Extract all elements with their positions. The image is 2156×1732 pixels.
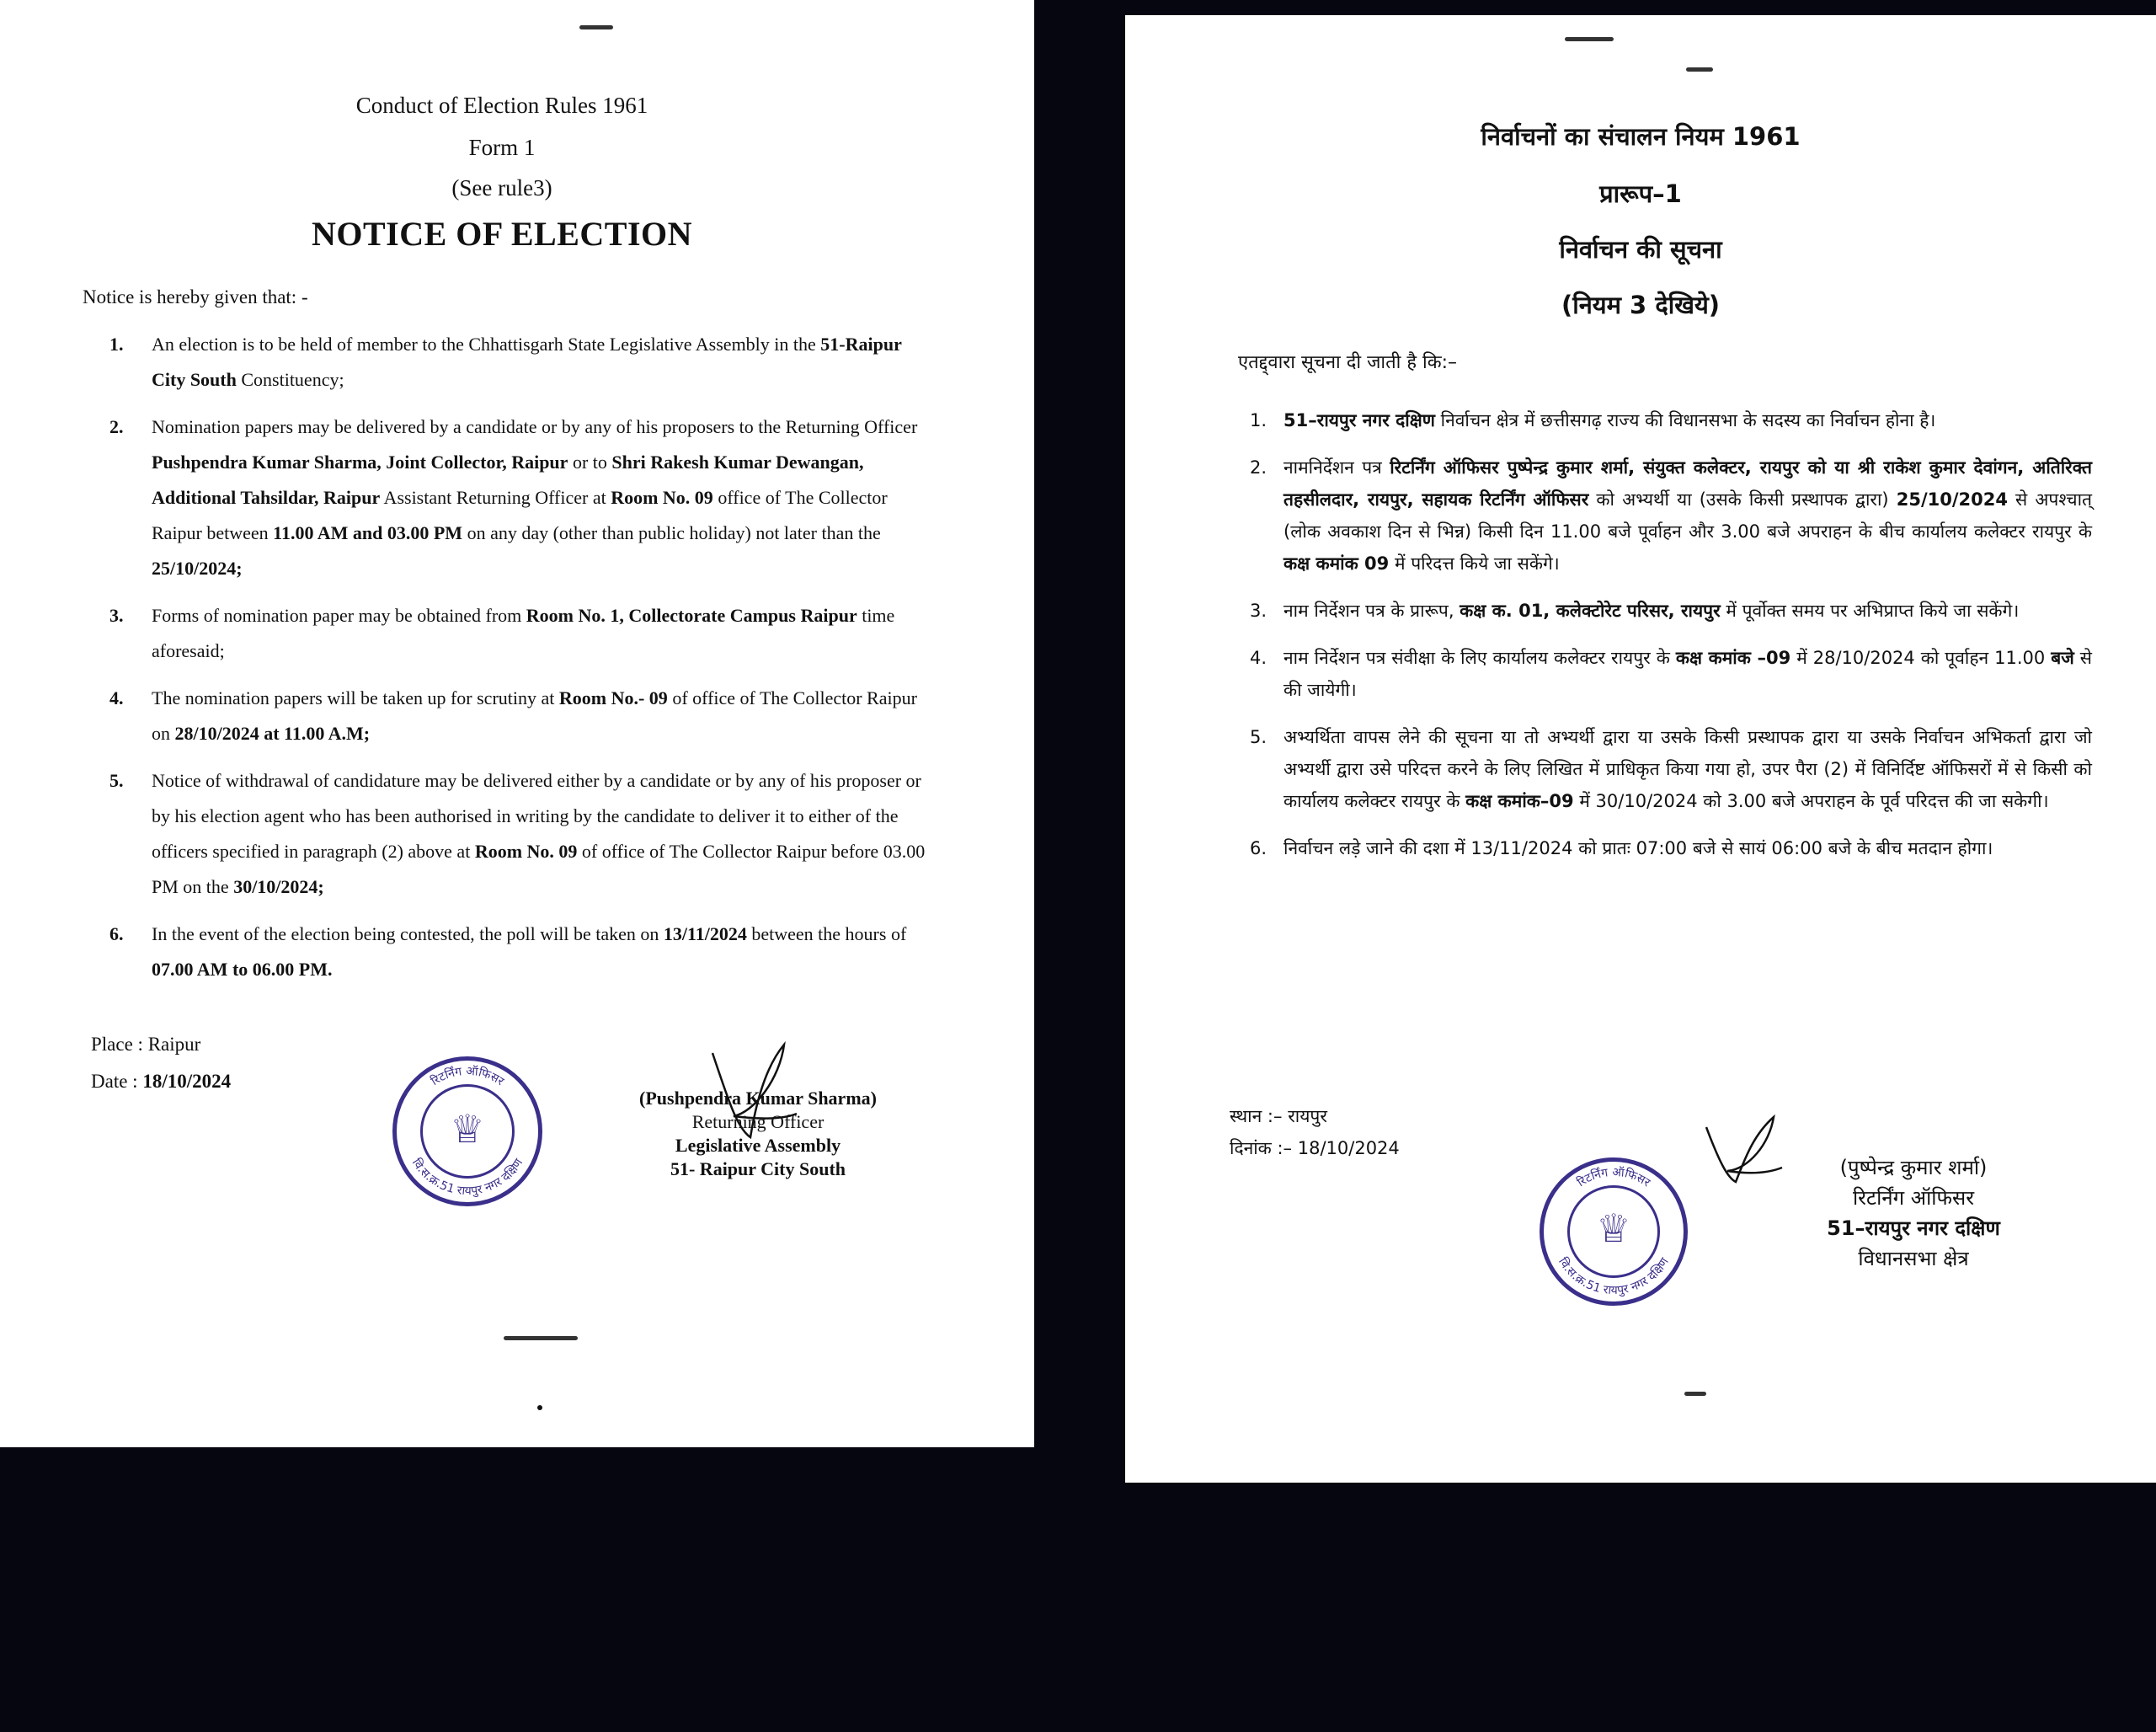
item-number: 2.	[1250, 457, 1267, 478]
notice-items-list	[1250, 404, 2092, 879]
official-seal	[392, 1056, 542, 1206]
signatory-designation: रिटर्निंग ऑफिसर	[1852, 1186, 1975, 1210]
item-number: 6.	[1250, 838, 1267, 858]
notice-item	[109, 763, 931, 905]
item-emphasis: Room No. 09	[611, 487, 713, 508]
official-seal	[1540, 1157, 1688, 1306]
notice-item	[1250, 452, 2092, 580]
item-text: Notice of withdrawal of candidature may be delivered either by a candidate or by any of his proposer or by his election agent who has been authorised in writing by the candidate to deliver it to either of the officers specified in paragraph (2) above at	[152, 770, 921, 862]
signatory-name: (पुष्पेन्द्र कुमार शर्मा)	[1839, 1156, 1988, 1179]
item-text: of office of The Collector Raipur on	[152, 687, 917, 744]
item-text: An election is to be held of member to the Chhattisgarh State Legislative Assembly in the	[152, 334, 821, 355]
notice-items-list	[109, 327, 931, 999]
item-number: 1.	[109, 334, 124, 355]
item-text: से अपश्चात् (लोक अवकाश दिन से भिन्न) किसी दिन 11.00 बजे पूर्वाहन और 3.00 बजे अपराहन के बीच कार्यालय कलेक्टर रायपुर के	[1283, 489, 2092, 542]
item-text: नाम निर्देशन पत्र संवीक्षा के लिए कार्यालय कलेक्टर रायपुर के	[1283, 648, 1676, 668]
seal-text: वि.स.क्र.51 रायपुर नगर दक्षिण	[1556, 1255, 1672, 1298]
staple-icon	[1684, 1392, 1706, 1396]
place-text: स्थान :– रायपुर	[1230, 1106, 1327, 1126]
item-text: में परिदत्त किये जा सकेंगे।	[1389, 553, 1560, 574]
signatory-assembly: विधानसभा क्षेत्र	[1858, 1247, 1969, 1270]
item-text: में पूर्वोक्त समय पर अभिप्राप्त किये जा सकेंगे।	[1720, 601, 2020, 621]
seal-text: रिटर्निंग ऑफिसर	[1575, 1165, 1653, 1190]
staple-icon	[504, 1336, 578, 1340]
item-text: In the event of the election being contested, the poll will be taken on	[152, 923, 664, 944]
signatory-name: (Pushpendra Kumar Sharma)	[639, 1088, 877, 1109]
rules-heading: निर्वाचनों का संचालन नियम 1961	[1481, 122, 1801, 151]
page-title: NOTICE OF ELECTION	[311, 215, 693, 253]
item-emphasis: 13/11/2024	[663, 923, 747, 944]
notice-item	[109, 598, 931, 669]
intro-text: Notice is hereby given that: -	[83, 286, 308, 307]
item-emphasis: 07.00 AM to 06.00 PM.	[152, 959, 333, 980]
item-emphasis: 51-Raipur City South	[152, 334, 902, 390]
item-number: 2.	[109, 416, 124, 437]
form-heading: प्रारूप–1	[1599, 179, 1682, 208]
item-emphasis: 11.00 AM and 03.00 PM	[273, 522, 463, 543]
see-rule-heading: (See rule3)	[451, 175, 552, 200]
item-number: 1.	[1250, 410, 1267, 430]
item-number: 5.	[1250, 727, 1267, 747]
notice-item	[1250, 721, 2092, 817]
intro-text: एतद्द्वारा सूचना दी जाती है कि:–	[1238, 352, 1458, 373]
notice-item	[109, 917, 931, 987]
date-text: दिनांक :– 18/10/2024	[1230, 1138, 1400, 1158]
see-rule-heading: (नियम 3 देखिये)	[1561, 291, 1721, 319]
notice-item	[109, 409, 931, 586]
item-text: निर्वाचन क्षेत्र में छत्तीसगढ़ राज्य की विधानसभा के सदस्य का निर्वाचन होना है।	[1434, 410, 1936, 430]
item-emphasis: कक्ष क. 01, कलेक्टोरेट परिसर, रायपुर	[1460, 601, 1721, 621]
item-text: The nomination papers will be taken up for scrutiny at	[152, 687, 559, 708]
item-text: नामनिर्देशन पत्र	[1283, 457, 1390, 478]
item-text: Assistant Returning Officer at	[380, 487, 611, 508]
item-text: office of The Collector Raipur between	[152, 487, 888, 543]
item-text: अभ्यर्थिता वापस लेने की सूचना या तो अभ्यर्थी द्वारा या उसके किसी प्रस्थापक द्वारा या उसके निर्वाचन अभिकर्ता द्वारा जो अभ्यर्थी द्वारा उसे परिदत्त करने के लिए लिखित में प्राधिकृत किया गया हो, उपर पैरा (2) में विनिर्दिष्ट ऑफिसरों में से किसी को कार्यालय कलेक्टर रायपुर के	[1283, 727, 2092, 811]
item-text: में 30/10/2024 को 3.00 बजे अपराहन के पूर्व परिदत्त की जा सकेगी।	[1573, 791, 2049, 811]
place-date-block	[91, 1026, 231, 1100]
item-number: 3.	[1250, 601, 1267, 621]
item-text: नाम निर्देशन पत्र के प्रारूप,	[1283, 601, 1460, 621]
item-text: between the hours of	[746, 923, 907, 944]
place-date-block	[1230, 1100, 1400, 1164]
item-number: 4.	[1250, 648, 1267, 668]
item-emphasis: बजे	[2051, 648, 2074, 668]
item-text: से की जायेगी।	[1283, 648, 2092, 700]
item-text: of office of The Collector Raipur before 03.00 PM on the	[152, 841, 926, 897]
item-emphasis: 30/10/2024;	[233, 876, 324, 897]
item-emphasis: कक्ष कमांक –09	[1675, 648, 1791, 668]
notice-item	[109, 327, 931, 398]
item-emphasis: रिटर्निंग ऑफिसर पुष्पेन्द्र कुमार शर्मा, संयुक्त कलेक्टर, रायपुर को या श्री राकेश कुमार देवांगन, अतिरिक्त तहसीलदार, रायपुर, सहायक रिटर्निंग ऑफिसर	[1283, 457, 2092, 510]
page-title: निर्वाचन की सूचना	[1559, 235, 1722, 264]
item-emphasis: कक्ष कमांक 09	[1283, 553, 1390, 574]
item-number: 6.	[109, 923, 124, 944]
state-emblem-icon: ♕	[450, 1108, 485, 1151]
signatory-assembly: Legislative Assembly	[675, 1135, 841, 1156]
item-emphasis: 28/10/2024 at 11.00 A.M;	[174, 723, 371, 744]
place-text: Place : Raipur	[91, 1034, 201, 1055]
staple-icon	[1686, 67, 1713, 72]
rules-heading: Conduct of Election Rules 1961	[355, 93, 648, 118]
item-emphasis: 51–रायपुर नगर दक्षिण	[1283, 410, 1435, 430]
signatory-designation: Returning Officer	[691, 1111, 825, 1132]
state-emblem-icon: ♕	[1596, 1205, 1631, 1251]
seal-text: रिटर्निंग ऑफिसर	[429, 1064, 507, 1089]
notice-item	[1250, 832, 2092, 864]
hindi-notice-page	[1125, 15, 2156, 1483]
signatory-block	[615, 1087, 901, 1181]
item-text: Forms of nomination paper may be obtained from	[152, 605, 526, 626]
item-text: or to	[568, 452, 612, 473]
item-text: time aforesaid;	[152, 605, 895, 661]
notice-item	[1250, 595, 2092, 627]
item-number: 4.	[109, 687, 124, 708]
item-text: Constituency;	[236, 369, 344, 390]
item-emphasis: Room No. 1, Collectorate Campus Raipur	[526, 605, 857, 626]
item-number: 3.	[109, 605, 124, 626]
english-notice-page	[0, 0, 1034, 1447]
item-emphasis: Room No. 09	[474, 841, 578, 862]
item-emphasis: Pushpendra Kumar Sharma, Joint Collector, Raipur	[152, 452, 568, 473]
item-text: on any day (other than public holiday) not later than the	[462, 522, 881, 543]
item-emphasis: Room No.- 09	[558, 687, 668, 708]
item-emphasis: 25/10/2024	[1896, 489, 2008, 510]
item-emphasis: Shri Rakesh Kumar Dewangan, Additional Tahsildar, Raipur	[152, 452, 864, 508]
notice-item	[109, 681, 931, 751]
notice-item	[1250, 642, 2092, 706]
item-text: निर्वाचन लड़े जाने की दशा में 13/11/2024 को प्रातः 07:00 बजे से सायं 06:00 बजे के बीच मतदान होगा।	[1283, 838, 1993, 858]
form-heading: Form 1	[468, 135, 536, 160]
item-emphasis: कक्ष कमांक–09	[1465, 791, 1574, 811]
signatory-constituency: 51–रायपुर नगर दक्षिण	[1827, 1216, 2000, 1240]
item-text: में 28/10/2024 को पूर्वाहन 11.00	[1790, 648, 2052, 668]
date-text: Date : 18/10/2024	[91, 1071, 232, 1092]
notice-item	[1250, 404, 2092, 436]
item-number: 5.	[109, 770, 124, 791]
signatory-block	[1787, 1152, 2040, 1274]
staple-icon	[579, 25, 613, 29]
item-text: को अभ्यर्थी या (उसके किसी प्रस्थापक द्वारा)	[1588, 489, 1897, 510]
signatory-constituency: 51- Raipur City South	[670, 1158, 846, 1179]
item-emphasis: 25/10/2024;	[152, 558, 243, 579]
staple-icon	[1565, 37, 1614, 41]
seal-text: वि.स.क्र.51 रायपुर नगर दक्षिण	[408, 1156, 526, 1199]
item-text: Nomination papers may be delivered by a candidate or by any of his proposers to the Returning Officer	[152, 416, 918, 437]
